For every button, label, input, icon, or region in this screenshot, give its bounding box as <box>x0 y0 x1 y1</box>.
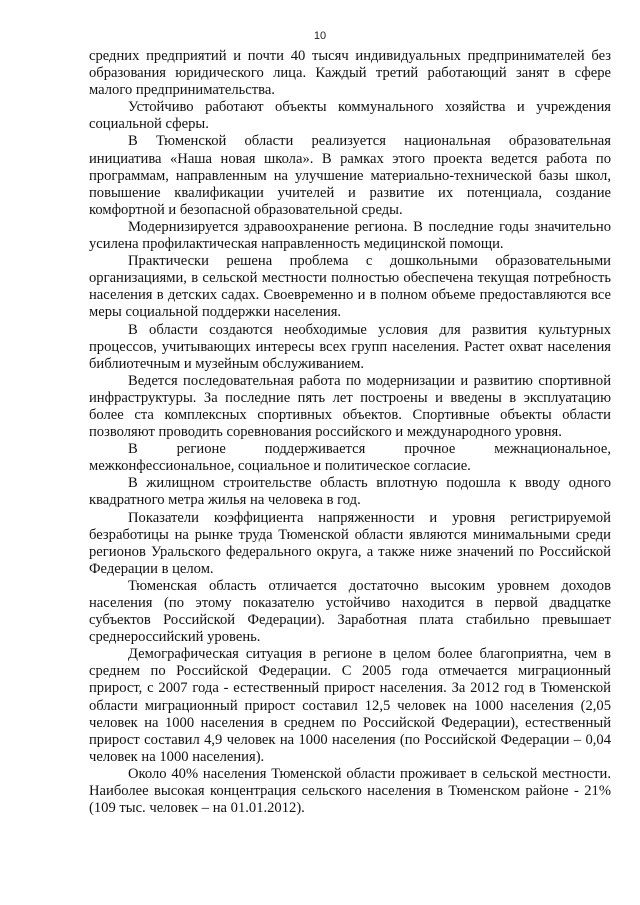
paragraph-demography: Демографическая ситуация в регионе в целом более благоприятна, чем в среднем по Российской Федерации. С 2005 года отмечается миграционный прирост, с 2007 года - естественный прирост населения. За 2012 год в Тюменской области миграционный прирост составил 12,5 человек на 1000 населения (2,05 человек на 1000 населения в среднем по Российской Федерации), естественный прирост составил 4,9 человек на 1000 населения (по Российской Федерации – 0,04 человек на 1000 населения). <box>89 646 611 765</box>
paragraph-preschool: Практически решена проблема с дошкольными образовательными организациями, в сельской местности полностью обеспечена текущая потребность населения в детских садах. Своевременно и в полном объеме предоставляются все меры социальной поддержки населения. <box>89 253 611 321</box>
page-number: 10 <box>313 30 327 42</box>
paragraph-culture: В области создаются необходимые условия для развития культурных процессов, учитывающих интересы всех групп населения. Растет охват населения библиотечным и музейным обслуживанием. <box>89 321 611 372</box>
paragraph-harmony: В регионе поддерживается прочное межнациональное, межконфессиональное, социальное и политическое согласие. <box>89 441 611 475</box>
document-body <box>89 48 611 817</box>
paragraph-sports: Ведется последовательная работа по модернизации и развитию спортивной инфраструктуры. За последние пять лет построены и введены в эксплуатацию более ста комплексных спортивных объектов. Спортивные объекты области позволяют проводить соревнования российского и международного уровня. <box>89 372 611 441</box>
paragraph-income: Тюменская область отличается достаточно высоким уровнем доходов населения (по этому показателю устойчиво находится в первой двадцатке субъектов Российской Федерации). Заработная плата стабильно превышает среднероссийский уровень. <box>89 577 611 646</box>
paragraph-healthcare: Модернизируется здравоохранение региона. В последние годы значительно усилена профилактическая направленность медицинской помощи. <box>89 218 611 253</box>
paragraph-labor-market: Показатели коэффициента напряженности и уровня регистрируемой безработицы на рынке труда Тюменской области являются минимальными среди регионов Уральского федерального округа, а также ниже значений по Российской Федерации в целом. <box>89 509 611 577</box>
paragraph-rural-population: Около 40% населения Тюменской области проживает в сельской местности. Наиболее высокая концентрация сельского населения в Тюменском районе - 21% (109 тыс. человек – на 01.01.2012). <box>89 765 611 817</box>
paragraph-education: В Тюменской области реализуется национальная образовательная инициатива «Наша новая школа». В рамках этого проекта ведется работа по программам, направленным на улучшение материально-технической базы школ, повышение квалификации учителей и развитие их потенциала, создание комфортной и безопасной образовательной среды. <box>89 133 611 218</box>
paragraph-continuation: средних предприятий и почти 40 тысяч индивидуальных предпринимателей без образования юридического лица. Каждый третий работающий занят в сфере малого предпринимательства. <box>89 48 611 99</box>
paragraph-housing: В жилищном строительстве область вплотную подошла к вводу одного квадратного метра жилья на человека в год. <box>89 475 611 509</box>
paragraph-utilities: Устойчиво работают объекты коммунального хозяйства и учреждения социальной сферы. <box>89 99 611 133</box>
